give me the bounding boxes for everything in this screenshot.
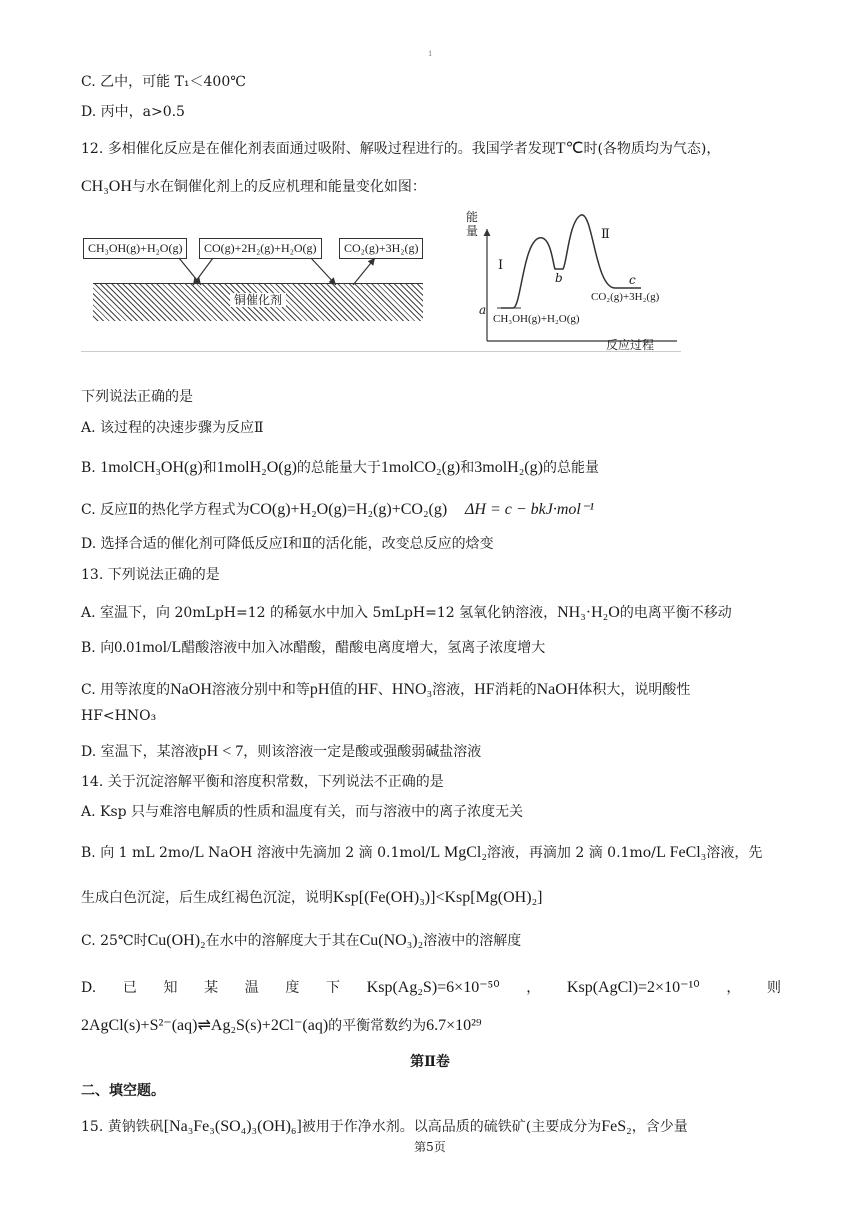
q14-d-14: 的平衡常数约为: [328, 1018, 427, 1034]
q14-b-7: Ksp[(Fe(OH)₃)]<Ksp[Mg(OH)₂]: [333, 889, 543, 906]
q12-text-3: 与水在铜催化剂上的反应机理和能量变化如图：: [131, 179, 426, 195]
q13-d-end: ，则该溶液一定是酸或强酸弱碱盐溶液: [243, 744, 482, 760]
q13-a-f: NH₃·H₂O: [557, 604, 620, 621]
q12-b-text: 的总能量大于: [296, 460, 381, 476]
figure-box-reactants: CH₃OH(g)+H₂O(g): [83, 238, 187, 259]
figure-box-intermediate: CO(g)+2H₂(g)+H₂O(g): [199, 238, 322, 259]
q13-c-6: HF: [357, 681, 378, 698]
q13-b-end: 醋酸溶液中加入冰醋酸，醋酸电离度增大，氢离子浓度增大: [181, 640, 546, 656]
option-c-prev: C. 乙中，可能 T₁＜400℃: [81, 74, 246, 90]
step-1-label: Ⅰ: [498, 258, 504, 273]
energy-products: CO₂(g)+3H₂(g): [591, 291, 660, 303]
q12-option-d: D. 选择合适的催化剂可降低反应Ⅰ和Ⅱ的活化能，改变总反应的焓变: [81, 536, 494, 552]
q12-b-and2: 和: [460, 460, 475, 476]
q14-option-a: A. Ksp 只与难溶电解质的性质和温度有关，而与溶液中的离子浓度无关: [81, 804, 524, 820]
q15-4: FeS₂: [601, 1118, 632, 1135]
section-2-title: 二、填空题。: [81, 1083, 165, 1099]
figure-separator: [81, 351, 681, 352]
q12-b-end: 的总能量: [542, 460, 599, 476]
q12-line-1: [81, 139, 720, 159]
q14-b-1: B. 向 1 mL 2mo/L NaOH 溶液中先滴加 2 滴 0.1mol/L: [81, 845, 440, 861]
q12-temp: T℃: [555, 140, 584, 157]
q12-b-f2: 1molH₂O(g): [216, 459, 297, 476]
q12-c-dh: ΔH = c − bkJ·mol⁻¹: [465, 501, 595, 518]
q12-text-2: 时(各物质均为气态)，: [583, 141, 721, 157]
q15-5: ，含少量: [631, 1119, 688, 1135]
q13-c-7: 、: [377, 682, 392, 698]
q12-c-text: C. 反应Ⅱ的热化学方程式为: [81, 502, 250, 518]
q13-c-10: HF: [474, 681, 495, 698]
q12-b-and1: 和: [202, 460, 217, 476]
step-2-label: Ⅱ: [601, 227, 610, 242]
q14-c-2: Cu(OH)₂: [147, 932, 206, 949]
q14-d-3: 知: [163, 980, 178, 996]
q13-a-text: A. 室温下，向 20mLpH=12 的稀氨水中加入 5mLpH=12 氢氧化钠溶液，: [81, 605, 558, 621]
q13-option-b: [81, 638, 545, 658]
q14-c-3: 在水中的溶解度大于其在: [205, 933, 360, 949]
q14-b-2: MgCl₂: [444, 844, 487, 861]
label-c: c: [629, 273, 636, 287]
q14-option-b: [81, 843, 762, 863]
q12-option-a: A. 该过程的决速步骤为反应Ⅱ: [81, 420, 264, 436]
q12-methanol: CH₃OH: [81, 178, 132, 195]
q14-option-b-cont: [81, 888, 542, 908]
x-axis-label: 反应过程: [606, 338, 655, 352]
q12-b-prefix: B.: [81, 460, 96, 476]
q14-d-6: 度: [285, 980, 300, 996]
q14-c-5: 溶液中的溶解度: [423, 933, 522, 949]
q14-d-2: 已: [122, 980, 137, 996]
q14-c-1: C. 25℃时: [81, 933, 148, 949]
q14-d-10: Ksp(AgCl)=2×10⁻¹⁰: [566, 979, 700, 996]
energy-reactants: CH₃OH(g)+H₂O(g): [493, 313, 580, 325]
q13-stem: 13. 下列说法正确的是: [81, 567, 220, 583]
q13-c-11: 消耗的: [494, 682, 537, 698]
q14-option-d: [81, 978, 781, 998]
q12-b-f3: 1molCO₂(g): [380, 459, 461, 476]
q14-d-9: ，: [526, 980, 541, 996]
q13-option-c: [81, 680, 690, 700]
q13-option-c-cont: HF<HNO₃: [81, 708, 157, 724]
q12-text-1: 12. 多相催化反应是在催化剂表面通过吸附、解吸过程进行的。我国学者发现: [81, 141, 556, 157]
q13-c-3: 溶液分别中和等: [211, 682, 310, 698]
q14-b-6: 生成白色沉淀，后生成红褐色沉淀，说明: [81, 890, 333, 906]
y-axis-char-1: 能: [466, 210, 479, 224]
q13-d-text: D. 室温下，某溶液: [81, 744, 199, 760]
q14-option-c: [81, 931, 521, 951]
q13-c-5: 值的: [329, 682, 358, 698]
q14-d-13: 2AgCl(s)+S²⁻(aq)⇌Ag₂S(s)+2Cl⁻(aq): [81, 1017, 329, 1034]
y-axis-label: [466, 210, 478, 238]
q12-stem: 下列说法正确的是: [81, 389, 193, 405]
q13-d-f: pH < 7: [198, 743, 244, 760]
q13-option-d: [81, 742, 481, 762]
q12-option-c: [81, 500, 594, 520]
q13-c-4: pH: [309, 681, 330, 698]
q14-d-12: 则: [767, 980, 781, 996]
q13-c-12: NaOH: [536, 681, 579, 698]
label-b: b: [555, 271, 563, 285]
q13-b-text: B. 向: [81, 640, 115, 656]
q14-d-8: Ksp(Ag₂S)=6×10⁻⁵⁰: [366, 979, 500, 996]
q13-c-2: NaOH: [170, 681, 212, 698]
catalyst-label: 铜催化剂: [230, 293, 286, 307]
q14-option-d-cont: [81, 1016, 482, 1036]
q14-d-1: D.: [81, 980, 97, 996]
y-axis-char-2: 量: [466, 224, 479, 238]
q15-1: 15. 黄钠铁矾: [81, 1119, 164, 1135]
page-footer: 第5页: [414, 1140, 446, 1154]
q15-3: 被用于作净水剂。以高品质的硫铁矿(主要成分为: [301, 1119, 602, 1135]
q14-b-5: 溶液，先: [706, 845, 763, 861]
header-mark: 1: [428, 50, 433, 58]
mechanism-arrows: [81, 203, 681, 353]
q14-stem: 14. 关于沉淀溶解平衡和溶度积常数，下列说法不正确的是: [81, 774, 444, 790]
q13-c-1: C. 用等浓度的: [81, 682, 171, 698]
q13-option-a: [81, 603, 732, 623]
label-a: a: [479, 303, 487, 317]
volume-2-title: 第Ⅱ卷: [410, 1054, 450, 1070]
q14-d-4: 某: [204, 980, 219, 996]
q13-c-8: HNO₃: [391, 681, 433, 698]
q12-c-eq: CO(g)+H₂O(g)=H₂(g)+CO₂(g): [249, 501, 448, 518]
reaction-figure: [81, 203, 681, 353]
q14-c-4: Cu(NO₃)₂: [359, 932, 424, 949]
q13-b-f: 0.01mol/L: [114, 639, 182, 656]
q12-b-f4: 3molH₂(g): [474, 459, 543, 476]
q14-d-11: ，: [726, 980, 741, 996]
q14-d-7: 下: [326, 980, 341, 996]
q14-b-4: FeCl₃: [669, 844, 707, 861]
q15-2: [Na₃Fe₃(SO₄)₃(OH)₆]: [163, 1118, 302, 1135]
q13-c-9: 溶液，: [432, 682, 475, 698]
q14-d-15: 6.7×10²⁹: [426, 1017, 482, 1034]
q12-option-b: [81, 458, 599, 478]
q12-line-2: [81, 177, 426, 197]
q15-line-1: [81, 1117, 688, 1137]
figure-box-products: CO₂(g)+3H₂(g): [339, 238, 423, 259]
q12-b-f1: 1molCH₃OH(g): [100, 459, 203, 476]
q13-a-end: 的电离平衡不移动: [619, 605, 732, 621]
option-d-prev: D. 丙中，a>0.5: [81, 104, 185, 120]
q13-c-13: 体积大，说明酸性: [578, 682, 691, 698]
q14-d-5: 温: [244, 980, 259, 996]
q14-b-3: 溶液，再滴加 2 滴 0.1mo/L: [486, 845, 666, 861]
